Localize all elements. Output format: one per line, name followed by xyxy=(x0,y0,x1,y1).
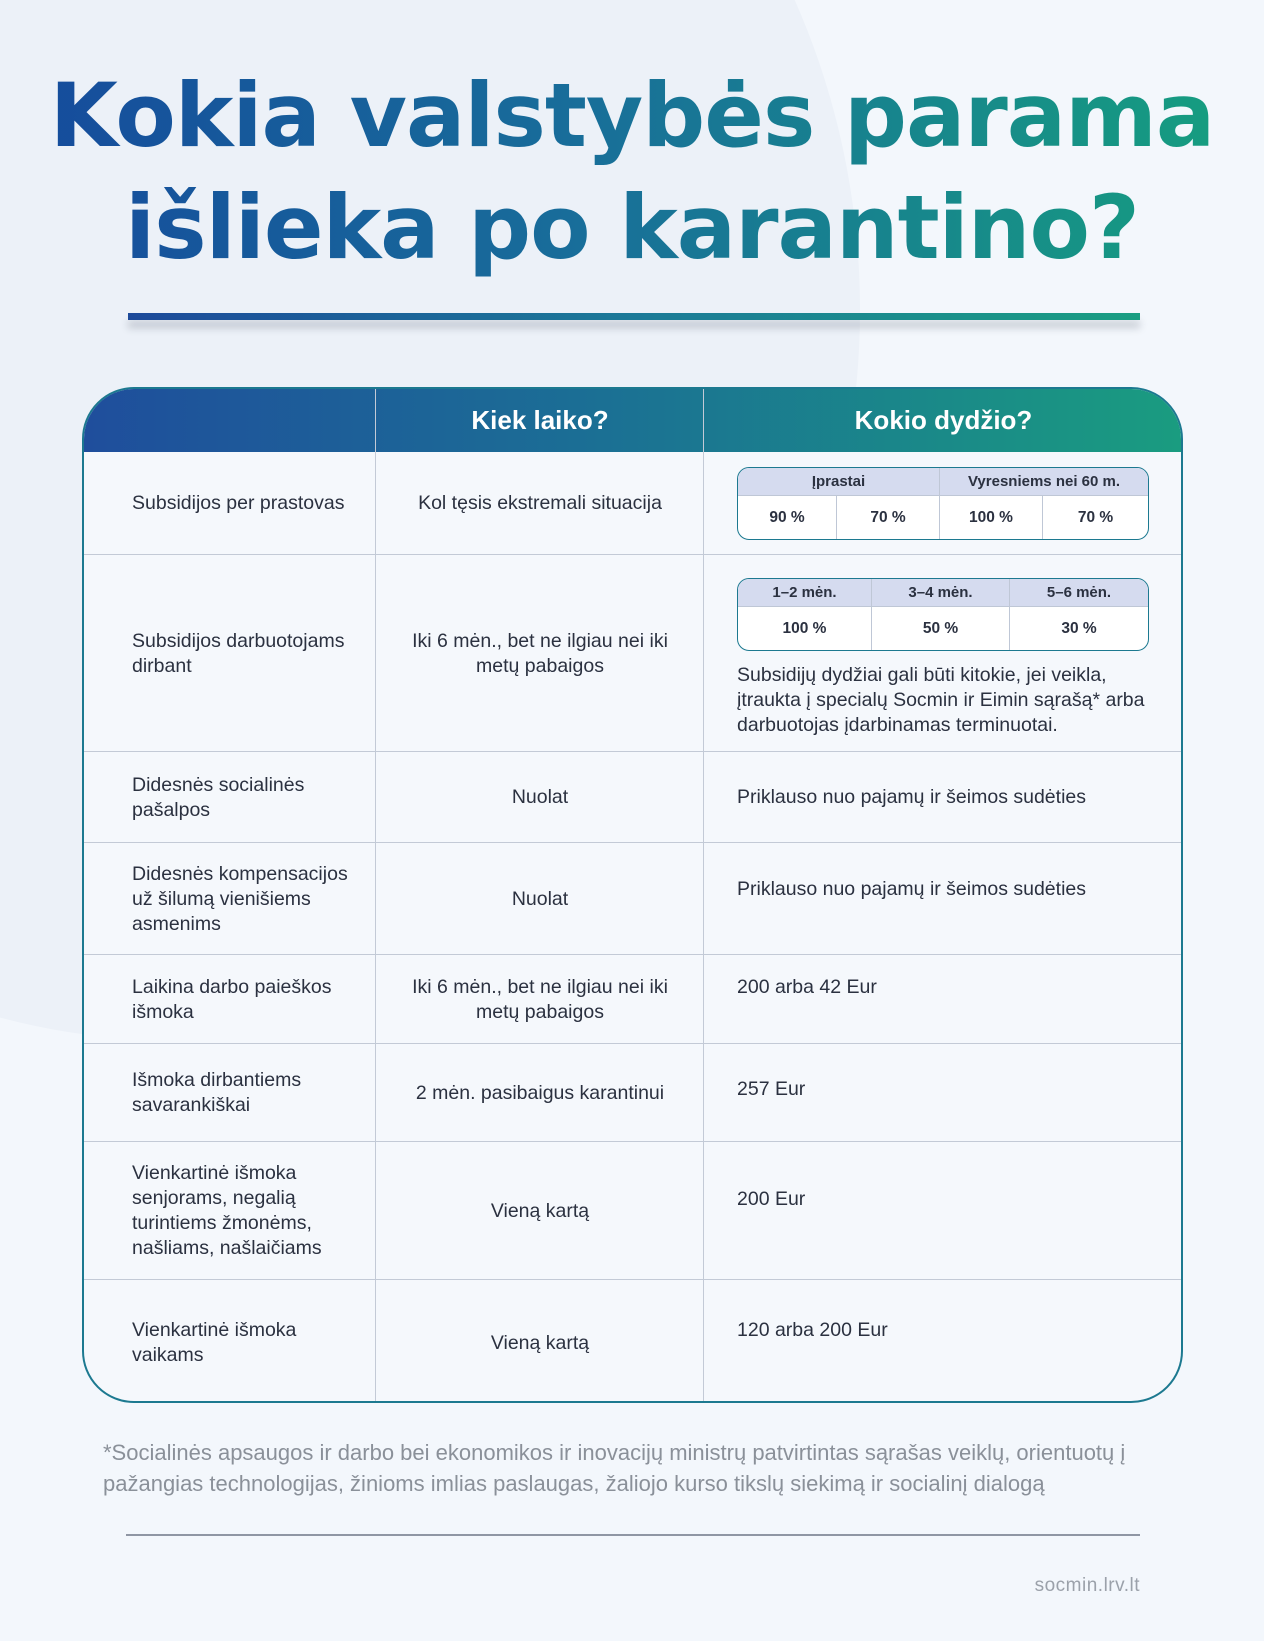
table-row xyxy=(84,1141,1181,1280)
table-row xyxy=(84,954,1181,1044)
page-title xyxy=(0,60,1264,284)
footnote: *Socialinės apsaugos ir darbo bei ekonomikos ir inovacijų ministrų patvirtintas sąrašas veiklų, orientuotų į pažangias technologijas, žinioms imlias paslaugas, žaliojo kurso tikslų siekimą ir socialinį dialogą xyxy=(103,1440,1126,1496)
row-duration: Vieną kartą xyxy=(490,1331,590,1354)
group-label: 3–4 mėn. xyxy=(871,579,1009,606)
table-row xyxy=(84,1279,1181,1403)
row-name: Didesnės socialinės pašalpos xyxy=(132,773,305,821)
title-line-1: Kokia valstybės parama xyxy=(49,64,1215,167)
row-amount: Priklauso nuo pajamų ir šeimos sudėties xyxy=(737,786,1087,808)
header-amount: Kokio dydžio? xyxy=(854,405,1033,435)
rate-value: 90 % xyxy=(738,495,836,539)
row-duration: Nuolat xyxy=(511,887,569,910)
row-duration: Vieną kartą xyxy=(490,1199,590,1222)
row-amount: 257 Eur xyxy=(737,1078,806,1100)
table-row xyxy=(84,1043,1181,1142)
row-amount: 120 arba 200 Eur xyxy=(737,1319,888,1341)
group-label: 1–2 mėn. xyxy=(738,579,871,606)
row-name: Subsidijos per prastovas xyxy=(132,491,345,514)
table-row xyxy=(84,452,1181,554)
row-duration: Kol tęsis ekstremali situacija xyxy=(418,491,662,514)
website-link[interactable]: socmin.lrv.lt xyxy=(1034,1575,1140,1596)
row-duration: Iki 6 mėn., bet ne ilgiau nei iki metų pabaigos xyxy=(412,975,668,1023)
rate-value: 70 % xyxy=(1042,495,1148,539)
table-row xyxy=(84,554,1181,752)
row-name: Išmoka dirbantiems savarankiškai xyxy=(132,1069,302,1116)
table-row xyxy=(84,842,1181,955)
rate-value: 70 % xyxy=(836,495,939,539)
row-duration: 2 mėn. pasibaigus karantinui xyxy=(415,1081,665,1104)
row-amount: 200 Eur xyxy=(737,1188,806,1210)
rate-value: 50 % xyxy=(871,606,1009,650)
subsidy-note: Subsidijų dydžiai gali būti kitokie, jei veikla, įtraukta į specialų Socmin ir Eimin sąrašą* arba darbuotojas įdarbinamas terminuotai. xyxy=(737,664,1145,736)
rate-value: 100 % xyxy=(939,495,1042,539)
row-name: Vienkartinė išmoka vaikams xyxy=(132,1319,297,1366)
header-duration: Kiek laiko? xyxy=(471,405,609,435)
bottom-divider xyxy=(126,1534,1140,1536)
group-label: Vyresniems nei 60 m. xyxy=(939,468,1148,495)
row-name: Didesnės kompensacijos už šilumą vienišiems asmenims xyxy=(132,862,348,935)
row-amount xyxy=(704,555,1183,752)
rate-value: 100 % xyxy=(738,606,871,650)
row-amount: Priklauso nuo pajamų ir šeimos sudėties xyxy=(737,878,1087,900)
group-label: 5–6 mėn. xyxy=(1009,579,1148,606)
row-name: Vienkartinė išmoka senjorams, negalią turintiems žmonėms, našliams, našlaičiams xyxy=(132,1162,322,1259)
table-header xyxy=(84,389,1181,452)
row-amount xyxy=(704,452,1183,554)
title-line-2: išlieka po karantino? xyxy=(125,176,1139,279)
header-empty xyxy=(84,389,376,452)
group-label: Įprastai xyxy=(738,468,939,495)
row-amount: 200 arba 42 Eur xyxy=(737,976,877,998)
table-row xyxy=(84,751,1181,843)
title-divider xyxy=(128,313,1140,320)
rate-table-working xyxy=(737,578,1149,651)
support-table xyxy=(82,387,1183,1403)
row-duration: Nuolat xyxy=(511,786,569,808)
row-duration: Iki 6 mėn., bet ne ilgiau nei iki metų pabaigos xyxy=(412,629,668,677)
row-name: Laikina darbo paieškos išmoka xyxy=(132,975,332,1023)
rate-value: 30 % xyxy=(1009,606,1148,650)
rate-table-idle xyxy=(737,467,1149,540)
row-name: Subsidijos darbuotojams dirbant xyxy=(132,629,345,677)
